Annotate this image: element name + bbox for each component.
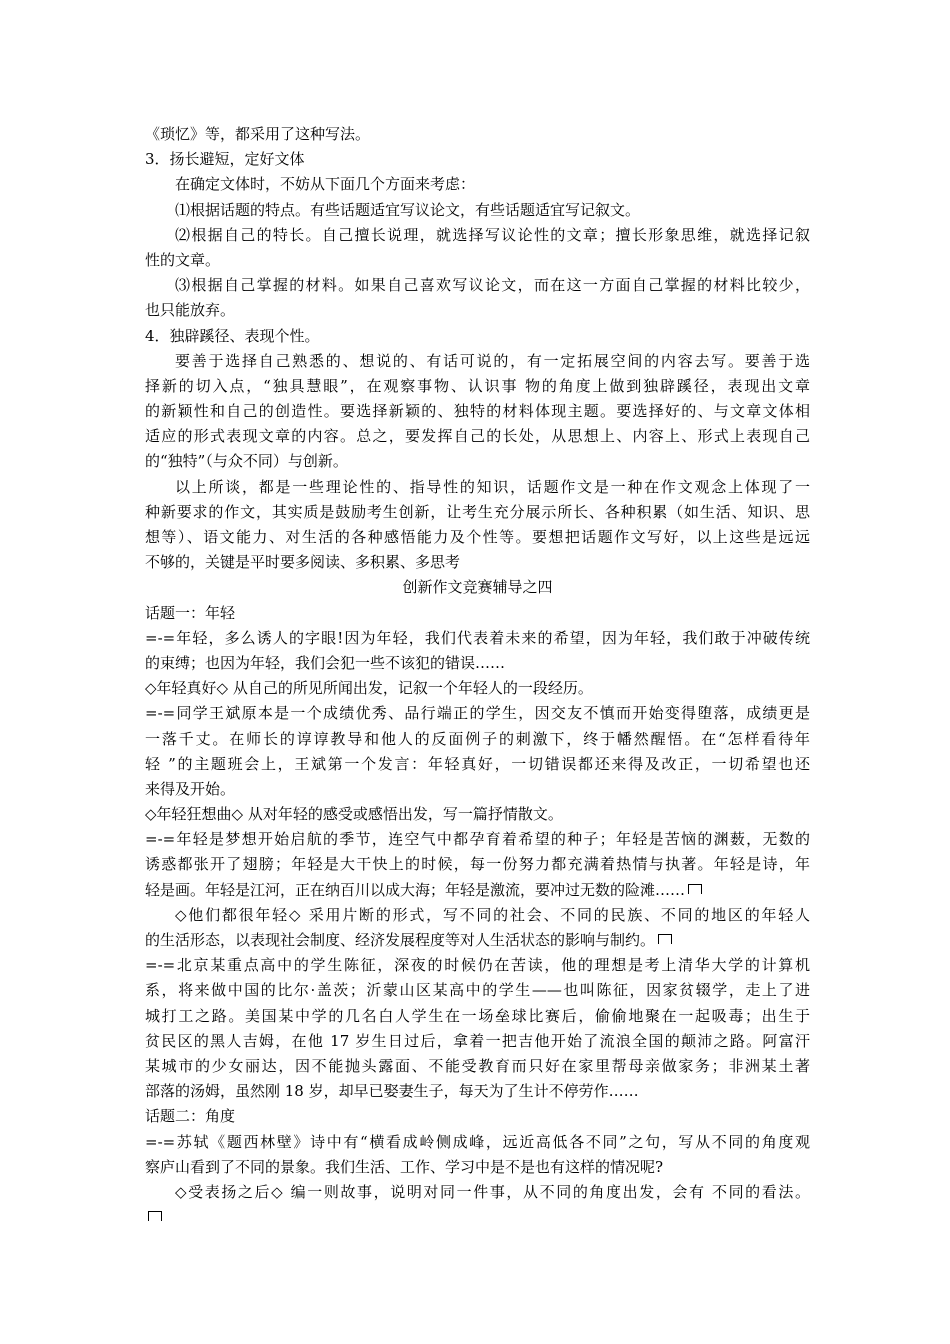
line-text: 轻是画。年轻是江河，正在纳百川以成大海；年轻是激流，要冲过无数的险滩…… [145,880,686,899]
line-text: ⑵根据自己的特长。自己擅长说理，就选择写议论性的文章；擅长形象思维，就选择记叙 [175,225,810,244]
text-line [145,601,810,626]
line-text: 性的文章。 [145,250,221,269]
line-text: 种新要求的作文，其实质是鼓励考生创新，让考生充分展示所长、各种积累（如生活、知识、思 [145,502,810,521]
line-text: ◇他们都很年轻◇ 采用片断的形式，写不同的社会、不同的民族、不同的地区的年轻人 [175,905,810,924]
text-line [145,727,810,752]
text-line [145,903,810,928]
text-line [145,1180,810,1205]
line-text: ◇年轻真好◇ 从自己的所见所闻出发，记叙一个年轻人的一段经历。 [145,679,593,698]
line-text: 某城市的少女丽达，因不能抛头露面、不能受教育而只好在家里帮母亲做家务；非洲某土著 [145,1056,810,1075]
text-line [145,122,810,147]
line-text: 的“独特”（与众不同）与创新。 [145,452,348,471]
text-line [145,449,810,474]
line-text: ◇受表扬之后◇ 编一则故事，说明对同一件事，从不同的角度出发，会有 不同的看法。 [175,1182,810,1201]
text-line [145,147,810,172]
line-text: 来得及开始。 [145,779,236,798]
text-line [145,626,810,651]
text-line [145,676,810,701]
text-line [145,827,810,852]
line-text: 4．独辟蹊径、表现个性。 [145,326,320,345]
text-line [145,324,810,349]
text-line [145,802,810,827]
text-line [145,1054,810,1079]
text-line [145,575,810,600]
text-line [145,172,810,197]
line-text: 部落的汤姆，虽然刚 18 岁，却早已娶妻生子，每天为了生计不停劳作…… [145,1082,639,1101]
text-line [145,928,810,953]
document-page [145,122,810,1230]
paragraph-mark-icon [658,934,672,944]
line-text: 贫民区的黑人吉姆，在他 17 岁生日过后，拿着一把吉他开始了流浪全国的颠沛之路。阿富汗 [145,1031,810,1050]
line-text: ◇年轻狂想曲◇ 从对年轻的感受或感悟出发，写一篇抒情散文。 [145,805,563,824]
text-line [145,198,810,223]
line-text: 在确定文体时，不妨从下面几个方面来考虑： [175,175,476,194]
text-line [145,424,810,449]
text-line [145,525,810,550]
line-text: 3．扬长避短，定好文体 [145,150,305,169]
text-line [145,500,810,525]
line-text: 话题一：年轻 [145,603,236,622]
line-text: 也只能放弃。 [145,301,236,320]
text-line [145,475,810,500]
text-line [145,374,810,399]
line-text: 以上所谈，都是一些理论性的、指导性的知识，话题作文是一种在作文观念上体现了一 [175,477,810,496]
text-line [145,248,810,273]
line-text: 创新作文竞赛辅导之四 [402,578,553,597]
line-text: =-=同学王斌原本是一个成绩优秀、品行端正的学生，因交友不慎而开始变得堕落，成绩更是 [145,704,810,723]
line-text: 诱惑都张开了翅膀；年轻是大干快上的时候，每一份努力都充满着热情与执著。年轻是诗，年 [145,855,810,874]
line-text: 城打工之路。美国某中学的几名白人学生在一场垒球比赛后，偷偷地聚在一起吸毒；出生于 [145,1006,810,1025]
text-line [145,298,810,323]
text-line [145,550,810,575]
line-text: 轻 ”的主题班会上，王斌第一个发言：年轻真好，一切错误都还来得及改正，一切希望也还 [145,754,810,773]
text-line [145,852,810,877]
line-text: 《琐忆》等，都采用了这种写法。 [145,125,371,143]
line-text: 适应的形式表现文章的内容。总之，要发挥自己的长处，从思想上、内容上、形式上表现自己 [145,427,810,446]
line-text: 一落千丈。在师长的谆谆教导和他人的反面例子的刺激下，终于幡然醒悟。在“怎样看待年 [145,729,810,748]
line-text: 要善于选择自己熟悉的、想说的、有话可说的，有一定拓展空间的内容去写。要善于选 [175,351,810,370]
paragraph-mark-icon [148,1211,162,1221]
text-line [145,953,810,978]
text-line [145,777,810,802]
text-line [145,1029,810,1054]
text-line [145,651,810,676]
paragraph-mark-icon [688,884,702,894]
line-text: =-=苏轼《题西林壁》诗中有“横看成岭侧成峰，远近高低各不同”之句，写从不同的角度观 [145,1132,810,1151]
text-line [145,1130,810,1155]
line-text: 的束缚；也因为年轻，我们会犯一些不该犯的错误…… [145,653,506,672]
text-line [145,878,810,903]
text-line [145,273,810,298]
text-line [145,1004,810,1029]
line-text: 的新颖性和自己的创造性。要选择新颖的、独特的材料体现主题。要选择好的、与文章文体相 [145,402,810,421]
line-text: 不够的，关键是平时要多阅读、多积累、多思考 [145,553,461,572]
line-text: =-=年轻，多么诱人的字眼!因为年轻，我们代表着未来的希望，因为年轻，我们敢于冲破传统 [145,628,810,647]
line-text: ⑶根据自己掌握的材料。如果自己喜欢写议论文，而在这一方面自己掌握的材料比较少， [175,276,810,295]
line-text: 话题二：角度 [145,1107,236,1126]
text-line [145,1155,810,1180]
text-line [145,223,810,248]
text-line [145,701,810,726]
line-text: =-=北京某重点高中的学生陈征，深夜的时候仍在苦读，他的理想是考上清华大学的计算机 [145,956,810,975]
line-text: 察庐山看到了不同的景象。我们生活、工作、学习中是不是也有这样的情况呢? [145,1157,664,1176]
text-line [145,752,810,777]
line-text: 择新的切入点，“独具慧眼”，在观察事物、认识事 物的角度上做到独辟蹊径，表现出文章 [145,376,810,395]
line-text: 系，将来做中国的比尔·盖茨；沂蒙山区某高中的学生——也叫陈征，因家贫辍学，走上了进 [145,981,810,1000]
text-line [145,1079,810,1104]
text-line [145,349,810,374]
text-line [145,1104,810,1129]
text-line [145,1205,810,1230]
text-line [145,399,810,424]
line-text: ⑴根据话题的特点。有些话题适宜写议论文，有些话题适宜写记叙文。 [175,200,641,219]
line-text: 的生活形态，以表现社会制度、经济发展程度等对人生活状态的影响与制约。 [145,931,656,949]
line-text: 想等）、语文能力、对生活的各种感悟能力及个性等。要想把话题作文写好，以上这些是远远 [145,528,810,546]
text-line [145,978,810,1003]
line-text: =-=年轻是梦想开始启航的季节，连空气中都孕育着希望的种子；年轻是苦恼的渊薮，无数的 [145,830,810,849]
